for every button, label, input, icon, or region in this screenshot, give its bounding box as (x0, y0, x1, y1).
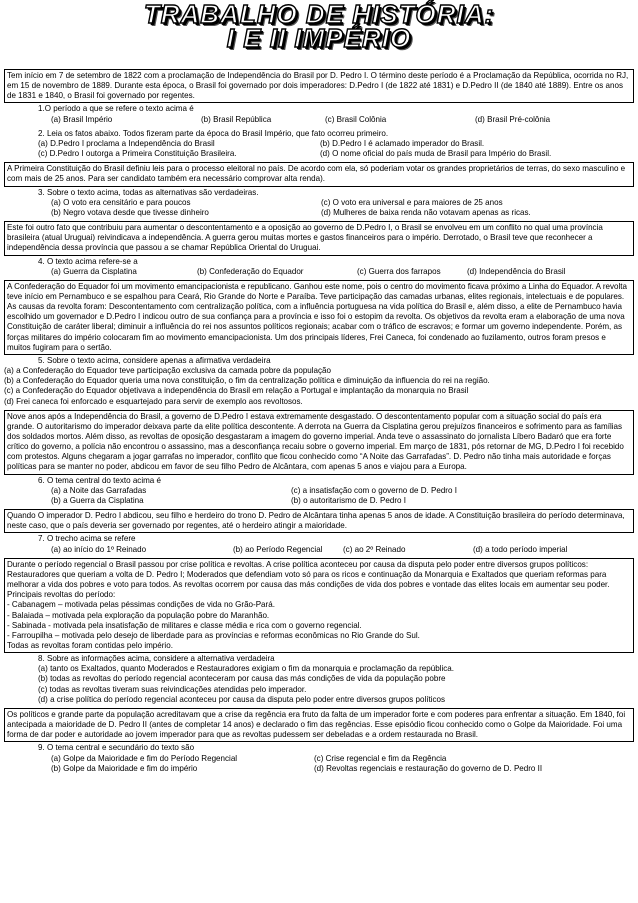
option-5d[interactable]: (d) Frei caneca foi enforcado e esquartejado para servir de exemplo aos revoltosos. (4, 396, 303, 406)
question-3: 3. Sobre o texto acima, todas as alternativas são verdadeiras. (38, 187, 259, 197)
question-6: 6. O tema central do texto acima é (38, 475, 161, 485)
text-box-7-body: Durante o período regencial o Brasil passou por crise política e revoltas. A crise política aconteceu por causa da disputa pelo poder entre diversos grupos políticos: Restauradores que queriam a volta de D. Pedro I; Moderados que defendiam voto só para os ricos e continuação da Monarquia e Exaltados que queriam reformas para melhorar a vida dos pobres e voto para todos. As revoltas ocorrem por causa das más condições de vida dos pobres e vontade das elites locais em aumentar seu poder. Principais revoltas do período: (7, 559, 610, 600)
option-5c[interactable]: (c) a Confederação do Equador objetivava a independência do Brasil em relação a Portugal e implantação da monarquia no Brasil (4, 386, 469, 396)
option-9a[interactable]: (a) Golpe da Maioridade e fim do Período Regencial (51, 753, 238, 763)
text-box-2: A Primeira Constituição do Brasil definiu leis para o processo eleitoral no país. De acordo com ela, só poderiam votar os grandes proprietários de terras, do sexo masculino e com mais de 25 anos. Para ser candidato também era necessário comprovar alta renda). (4, 162, 634, 186)
question-7-options (4, 545, 634, 555)
option-7a[interactable]: (a) ao início do 1º Reinado (51, 544, 147, 554)
title-line-1: TRABALHO DE HISTÓRIA: (143, 0, 495, 29)
question-9-options-row-2 (4, 764, 634, 774)
option-3b[interactable]: (b) Negro votava desde que tivesse dinheiro (51, 207, 209, 217)
option-2b[interactable]: (b) D.Pedro I é aclamado imperador do Brasil. (320, 138, 485, 148)
option-9c[interactable]: (c) Crise regencial e fim da Regência (314, 753, 447, 763)
question-2-options-row-2 (4, 149, 634, 159)
revolt-item-sabinada: - Sabinada - motivada pela insatisfação de militares e classe média e rica com o governo regencial. (7, 620, 362, 630)
text-box-7-closing: Todas as revoltas foram contidas pelo império. (7, 640, 173, 650)
option-8c[interactable]: (c) todas as revoltas tiveram suas reivindicações atendidas pelo imperador. (38, 684, 307, 694)
question-1: 1.O período a que se refere o texto acima é (38, 104, 194, 114)
option-6d[interactable]: (b) o autoritarismo de D. Pedro I (291, 495, 406, 505)
question-6-options-row-2 (4, 496, 634, 506)
question-8: 8. Sobre as informações acima, considere a alternativa verdadeira (38, 654, 275, 664)
option-7b[interactable]: (b) ao Período Regencial (233, 544, 323, 554)
option-9d[interactable]: (d) Revoltas regenciais e restauração do governo de D. Pedro II (314, 763, 543, 773)
option-6c[interactable]: (c) a insatisfação com o governo de D. Pedro I (291, 485, 457, 495)
question-7: 7. O trecho acima se refere (38, 534, 136, 544)
option-6b[interactable]: (b) a Guerra da Cisplatina (51, 495, 144, 505)
option-4b[interactable]: (b) Confederação do Equador (197, 266, 304, 276)
question-3-options-row-2 (4, 208, 634, 218)
text-box-7 (4, 558, 634, 653)
option-1b[interactable]: (b) Brasil República (201, 114, 272, 124)
option-2c[interactable]: (c) D.Pedro I outorga a Primeira Constituição Brasileira. (38, 149, 237, 159)
text-box-5: Nove anos após a Independência do Brasil, a governo de D.Pedro I estava extremamente desgastado. O descontentamento popular com a situação social do país era grande. O autoritarismo do imperador deixava parte da elite política descontente. A derrota na Guerra da Cisplatina gerou prejuízos financeiros e sofrimento para as famílias dos soldados mortos. Além disso, as revoltas de oposição desgastaram a imagem do governo imperial. Anda teve o assassinato do jornalista Líbero Badaró que era forte crítico do governo, a polícia não encontrou o assassino, mas a desconfiança recaiu sobre o governo imperial. Em março de 1831, pós retornar de MG, D.Pedro I foi recebido com protestos. Alguns chegaram a jogar garrafas no imperador, conflito que ficou conhecido como “A Noite das Garrafadas”. D. Pedro não tinha mais autoridade e forças políticas para se manter no poder, abdicou em favor de seu filho Pedro de Alcântara, com apenas 5 anos e viajou para a Europa. (4, 410, 634, 475)
question-9: 9. O tema central e secundário do texto são (38, 743, 195, 753)
title-line-2: I E II IMPÉRIO (226, 23, 412, 53)
option-8b[interactable]: (b) todas as revoltas do período regencial aconteceram por causa das más condições de vida da população pobre (38, 674, 446, 684)
option-4c[interactable]: (c) Guerra dos farrapos (357, 266, 441, 276)
revolt-item-cabanagem: - Cabanagem – motivada pelas péssimas condições de vida no Grão-Pará. (7, 600, 275, 610)
option-8a[interactable]: (a) tanto os Exaltados, quanto Moderados e Restauradores exigiam o fim da monarquia e proclamação da república. (38, 664, 454, 674)
text-box-6: Quando O imperador D. Pedro I abdicou, seu filho e herdeiro do trono D. Pedro de Alcântara tinha apenas 5 anos de idade. A Constituição brasileira do período determinava, neste caso, que o país deveria ser governado por regentes, até o herdeiro atingir a maioridade. (4, 509, 634, 533)
question-4: 4. O texto acima refere-se a (38, 256, 138, 266)
option-7c[interactable]: (c) ao 2º Reinado (343, 544, 406, 554)
question-4-options (4, 267, 634, 277)
text-box-1: Tem início em 7 de setembro de 1822 com a proclamação de Independência do Brasil por D. Pedro I. O término deste período é a Proclamação da República, ocorrida no RJ, em 15 de novembro de 1889. Durante esta época, o Brasil foi governado por dois imperadores: D.Pedro I (de 1822 até 1831) e D.Pedro II (de 1840 até 1889). Entre os anos de 1831 e 1840, o Brasil foi governado por regentes. (4, 69, 634, 103)
option-5a[interactable]: (a) a Confederação do Equador teve participação exclusiva da camada pobre da população (4, 366, 332, 376)
option-2d[interactable]: (d) O nome oficial do país muda de Brasil para Império do Brasil. (320, 149, 552, 159)
option-4a[interactable]: (a) Guerra da Cisplatina (51, 266, 137, 276)
question-1-options (4, 115, 634, 125)
text-box-3: Este foi outro fato que contribuiu para aumentar o descontentamento e a oposição ao governo de D.Pedro I, o Brasil se envolveu em um conflito no qual uma província brasileira (atual Uruguai) reivindicava a independência. A guerra gerou muitas mortes e gastos financeiros para o império. Derrotado, o Brasil teve que reconhecer a independência dessa província que passou a se chamar República Oriental do Uruguai. (4, 221, 634, 255)
option-3d[interactable]: (d) Mulheres de baixa renda não votavam apenas as ricas. (321, 207, 531, 217)
option-1c[interactable]: (c) Brasil Colônia (325, 114, 387, 124)
option-6a[interactable]: (a) a Noite das Garrafadas (51, 485, 147, 495)
option-3a[interactable]: (a) O voto era censitário e para poucos (51, 197, 191, 207)
option-3c[interactable]: (c) O voto era universal e para maiores de 25 anos (321, 197, 503, 207)
question-2: 2. Leia os fatos abaixo. Todos fizeram parte da época do Brasil Império, que fato ocorreu primeiro. (38, 128, 389, 138)
option-7d[interactable]: (d) a todo período imperial (473, 544, 568, 554)
option-8d[interactable]: (d) a crise política do período regencial aconteceu por causa da disputa pelo poder entre diversos grupos políticos (38, 694, 446, 704)
revolt-item-balaiada: - Balaiada – motivada pela exploração da população pobre do Maranhão. (7, 610, 270, 620)
option-5b[interactable]: (b) a Confederação do Equador queria uma nova constituição, o fim da centralização política e diminuição da influencia do rei na região. (4, 376, 490, 386)
option-1d[interactable]: (d) Brasil Pré-colônia (475, 114, 551, 124)
worksheet-content (4, 69, 634, 774)
text-box-8: Os políticos e grande parte da população acreditavam que a crise da regência era fruto da falta de um imperador forte e com poderes para enfrentar a situação. Em 1840, foi antecipada a maioridade de D. Pedro II (antes de completar 14 anos) e declarado o fim das regências. Esse episódio ficou conhecido como o Golpe da Maioridade. Foi uma forma de dar poder e autoridade ao jovem imperador para que as revoltas pudessem ser debeladas e a ordem restaurada no Brasil. (4, 708, 634, 742)
option-2a[interactable]: (a) D.Pedro I proclama a Independência do Brasil (38, 138, 215, 148)
option-4d[interactable]: (d) Independência do Brasil (467, 266, 566, 276)
question-5: 5. Sobre o texto acima, considere apenas a afirmativa verdadeira (38, 355, 271, 365)
option-9b[interactable]: (b) Golpe da Maioridade e fim do império (51, 763, 198, 773)
page-title (0, 0, 638, 54)
text-box-4: A Confederação do Equador foi um movimento emancipacionista e republicano. Ganhou este nome, pois o centro do movimento ficava próximo a Linha do Equador. A revolta teve início em Pernambuco e se espalhou para Ceará, Rio Grande do Norte e Paraíba. Teve participação das camadas urbanas, elites regionais, intelectuais e de populares. As causas da revolta foram: Descontentamento com centralização política, com a influência portuguesa na vida política do Brasil e, além disso, a elite de Pernambuco havia escolhido um governador e D.Pedro I indicou outro de sua confiança para a província e isso foi o estopim da revolta. Os objetivos da revolta eram a elaboração de uma nova Constituição de caráter liberal; diminuir a influência do rei nos assuntos políticos regionais; acabar com o tráfico de escravos; e formar um governo independente. Porém, as forças militares do império colocaram fim ao movimento emancipacionista. Um dos principais líderes, Frei Caneca, foi condenado ao fuzilamento, outros foram presos e muitos fugiram para o sertão. (4, 280, 634, 355)
question-3-options-row-1 (4, 198, 634, 208)
revolt-item-farroupilha: - Farroupilha – motivada pelo desejo de liberdade para as províncias e reformas econômicas no Rio Grande do Sul. (7, 630, 420, 640)
option-1a[interactable]: (a) Brasil Império (51, 114, 113, 124)
question-9-options-row-1 (4, 754, 634, 764)
question-2-options-row-1 (4, 139, 634, 149)
question-6-options-row-1 (4, 486, 634, 496)
